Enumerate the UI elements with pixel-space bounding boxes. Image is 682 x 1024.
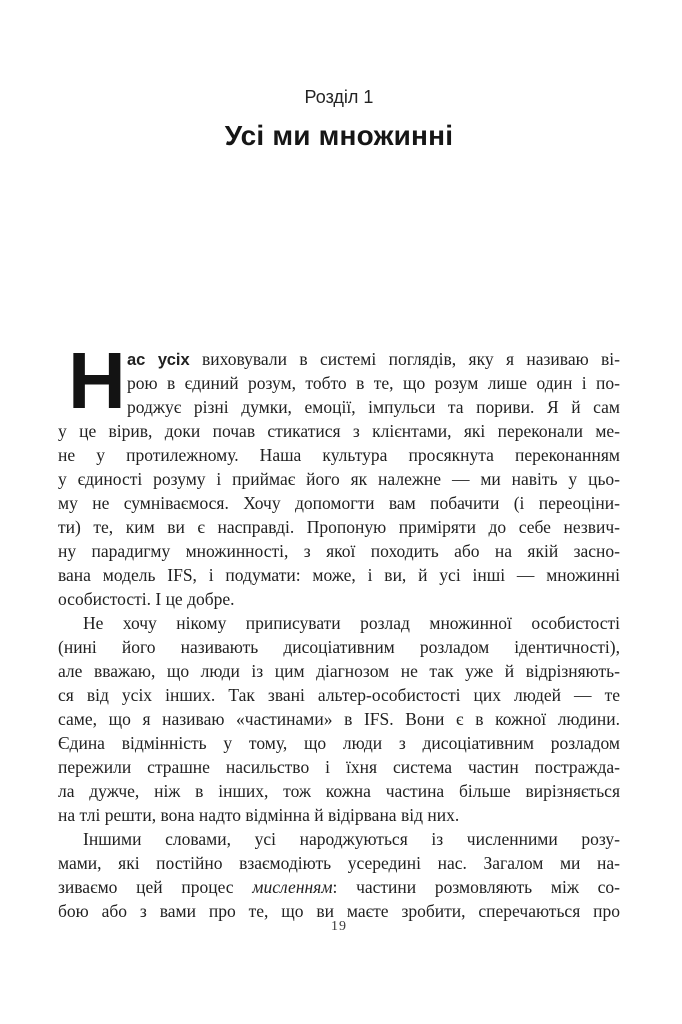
- text-segment: на тлі решти, вона надто відмінна й відірвана від них.: [58, 805, 460, 825]
- body-line: [58, 635, 620, 659]
- body-line: [58, 851, 620, 875]
- body-line: [58, 371, 620, 395]
- text-segment: особистості. І це добре.: [58, 589, 235, 609]
- body-line: [58, 491, 620, 515]
- body-line: [58, 779, 620, 803]
- body-line: [58, 419, 620, 443]
- body-line: [58, 755, 620, 779]
- body-line: [58, 395, 620, 419]
- text-segment: бою або з вами про те, що ви маєте зробити, сперечаються про: [58, 901, 620, 921]
- body-line: [58, 731, 620, 755]
- text-segment: му не сумніваємося. Хочу допомогти вам побачити (і переоціни-: [58, 493, 620, 513]
- text-segment: але вважаю, що люди із цим діагнозом не так уже й відрізняють-: [58, 661, 620, 681]
- text-segment: виховували в системі поглядів, яку я називаю ві-: [189, 349, 620, 369]
- text-segment: роджує різні думки, емоції, імпульси та пориви. Я й сам: [127, 397, 620, 417]
- text-segment: саме, що я називаю «частинами» в IFS. Вони є в кожної людини.: [58, 709, 620, 729]
- body-line: [58, 467, 620, 491]
- body-line: [58, 587, 620, 611]
- body-line: [58, 347, 620, 371]
- text-segment: ла дужче, ніж в інших, тож кожна частина більше вирізняється: [58, 781, 620, 801]
- text-segment: ну парадигму множинності, з якої походить або на якій засно-: [58, 541, 620, 561]
- text-segment: у єдиності розуму і приймає його як належне — ми навіть у цьо-: [58, 469, 620, 489]
- page-title: Усі ми множинні: [224, 120, 454, 151]
- text-segment: ся від усіх інших. Так звані альтер-особистості цих людей — те: [58, 685, 620, 705]
- body-line: [58, 611, 620, 635]
- body-text: [58, 336, 620, 923]
- body-line: [58, 539, 620, 563]
- text-segment-bold-sans: ас усіх: [127, 351, 190, 369]
- text-segment: вана модель IFS, і подумати: може, і ви, й усі інші — множинні: [58, 565, 620, 585]
- body-line: [58, 683, 620, 707]
- body-line: [58, 515, 620, 539]
- text-segment: зиваємо цей процес: [58, 877, 253, 897]
- text-segment: (нині його називають дисоціативним розладом ідентичності),: [58, 637, 620, 657]
- text-segment: у це вірив, доки почав стикатися з клієнтами, які переконали ме-: [58, 421, 620, 441]
- chapter-label: Розділ 1: [304, 87, 374, 107]
- text-segment: Іншими словами, усі народжуються із численними розу-: [83, 829, 620, 849]
- text-segment: пережили страшне насильство і їхня система частин постражда-: [58, 757, 620, 777]
- page-number: 19: [331, 919, 347, 934]
- text-segment: Не хочу нікому приписувати розлад множинної особистості: [83, 613, 620, 633]
- text-segment: рою в єдиний розум, тобто в те, що розум лише один і по-: [127, 373, 620, 393]
- body-line: [58, 827, 620, 851]
- body-line: [58, 875, 620, 899]
- body-line: [58, 803, 620, 827]
- body-line: [58, 659, 620, 683]
- text-segment: не у протилежному. Наша культура просякнута переконанням: [58, 445, 620, 465]
- body-line: [58, 563, 620, 587]
- text-segment: : частини розмовляють між со-: [332, 877, 620, 897]
- drop-cap: Н: [68, 336, 126, 425]
- text-segment: мами, які постійно взаємодіють усередині нас. Загалом ми на-: [58, 853, 620, 873]
- body-line: [58, 707, 620, 731]
- text-segment: ти) те, ким ви є насправді. Пропоную приміряти до себе незвич-: [58, 517, 620, 537]
- text-segment: Єдина відмінність у тому, що люди з дисоціативним розладом: [58, 733, 620, 753]
- text-segment-italic: мисленням: [252, 877, 333, 897]
- body-line: [58, 443, 620, 467]
